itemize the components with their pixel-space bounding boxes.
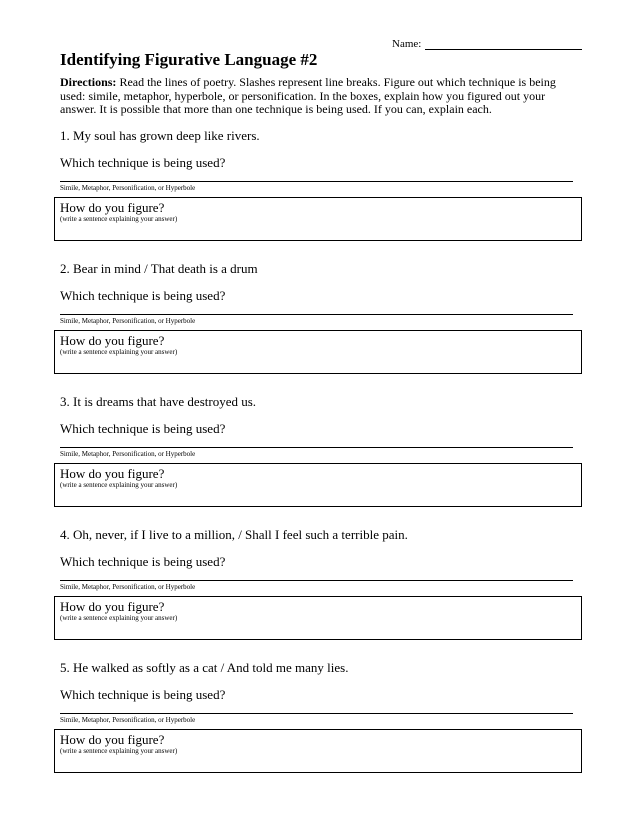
technique-hint: Simile, Metaphor, Personification, or Hyperbole — [60, 450, 196, 458]
question-3 — [60, 394, 586, 514]
question-4 — [60, 527, 586, 647]
question-text: 5. He walked as softly as a cat / And told me many lies. — [60, 660, 349, 675]
explanation-title: How do you figure? — [60, 732, 165, 747]
directions-label: Directions: — [60, 75, 117, 89]
technique-hint: Simile, Metaphor, Personification, or Hyperbole — [60, 317, 196, 325]
explanation-title: How do you figure? — [60, 466, 165, 481]
explanation-box[interactable] — [54, 729, 582, 773]
question-5 — [60, 660, 586, 780]
question-text: 4. Oh, never, if I live to a million, / Shall I feel such a terrible pain. — [60, 527, 408, 542]
question-prompt: Which technique is being used? — [60, 288, 226, 303]
question-text: 3. It is dreams that have destroyed us. — [60, 394, 257, 409]
technique-answer-line[interactable] — [60, 447, 573, 448]
name-input-line[interactable] — [425, 38, 582, 50]
explanation-box[interactable] — [54, 197, 582, 241]
directions — [60, 76, 580, 117]
page-title: Identifying Figurative Language #2 — [60, 50, 318, 69]
question-prompt: Which technique is being used? — [60, 554, 226, 569]
explanation-subtitle: (write a sentence explaining your answer) — [60, 215, 178, 223]
question-2 — [60, 261, 586, 381]
explanation-subtitle: (write a sentence explaining your answer) — [60, 348, 178, 356]
explanation-subtitle: (write a sentence explaining your answer) — [60, 747, 178, 755]
explanation-title: How do you figure? — [60, 599, 165, 614]
technique-hint: Simile, Metaphor, Personification, or Hyperbole — [60, 184, 196, 192]
explanation-box[interactable] — [54, 463, 582, 507]
explanation-subtitle: (write a sentence explaining your answer) — [60, 614, 178, 622]
question-prompt: Which technique is being used? — [60, 421, 226, 436]
technique-answer-line[interactable] — [60, 314, 573, 315]
technique-answer-line[interactable] — [60, 580, 573, 581]
name-field — [392, 38, 582, 50]
question-prompt: Which technique is being used? — [60, 687, 226, 702]
question-text: 1. My soul has grown deep like rivers. — [60, 128, 260, 143]
explanation-box[interactable] — [54, 330, 582, 374]
explanation-subtitle: (write a sentence explaining your answer) — [60, 481, 178, 489]
explanation-box[interactable] — [54, 596, 582, 640]
explanation-title: How do you figure? — [60, 333, 165, 348]
technique-hint: Simile, Metaphor, Personification, or Hyperbole — [60, 716, 196, 724]
explanation-title: How do you figure? — [60, 200, 165, 215]
directions-text: Read the lines of poetry. Slashes represent line breaks. Figure out which technique is being used: simile, metaphor, hyperbole, or personification. In the boxes, explain how you figured out your answer. It is possible that more than one technique is being used. If you can, explain each. — [60, 75, 556, 116]
technique-answer-line[interactable] — [60, 181, 573, 182]
technique-hint: Simile, Metaphor, Personification, or Hyperbole — [60, 583, 196, 591]
technique-answer-line[interactable] — [60, 713, 573, 714]
question-prompt: Which technique is being used? — [60, 155, 226, 170]
question-1 — [60, 128, 586, 248]
name-label: Name: — [392, 38, 422, 50]
question-text: 2. Bear in mind / That death is a drum — [60, 261, 258, 276]
